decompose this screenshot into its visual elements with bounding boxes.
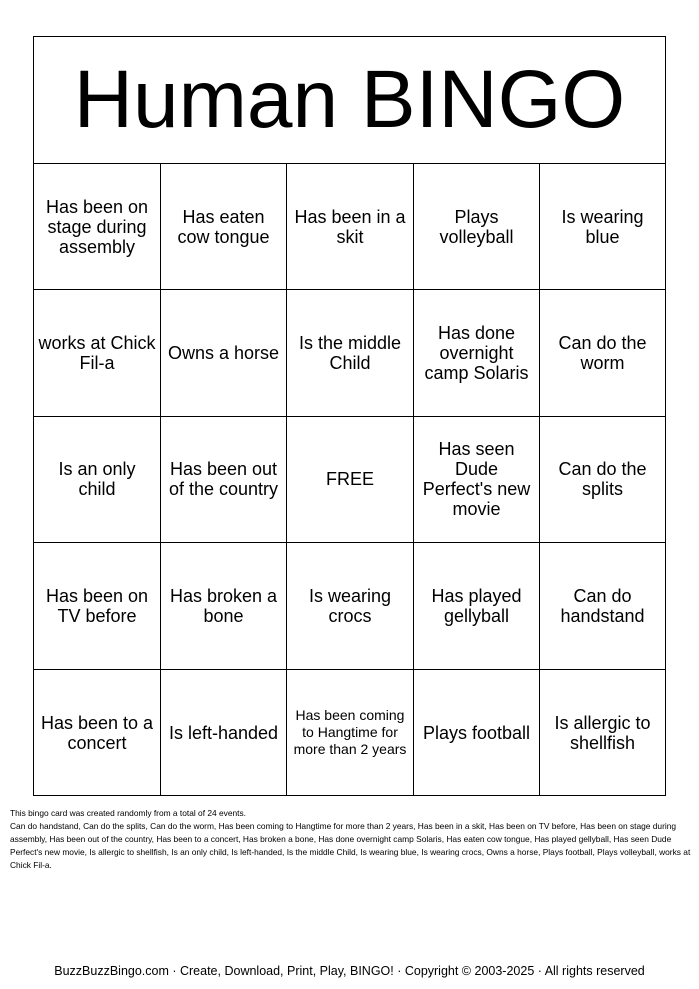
bingo-cell: Plays volleyball	[414, 164, 540, 290]
bingo-cell: Plays football	[414, 670, 540, 796]
card-notes	[10, 807, 694, 872]
bingo-cell: Is allergic to shellfish	[554, 712, 651, 753]
bingo-card	[33, 36, 666, 796]
bingo-cell: Has been coming to Hangtime for more than 2 years	[287, 670, 414, 796]
bingo-cell: Has eaten cow tongue	[161, 164, 287, 290]
free-space-cell: FREE	[287, 417, 414, 543]
bingo-cell: Can do the splits	[540, 417, 665, 543]
bingo-cell: Is wearing blue	[540, 164, 665, 290]
bingo-cell: Is wearing crocs	[287, 543, 414, 669]
bingo-cell: works at Chick Fil-a	[34, 290, 161, 416]
bingo-cell: Has been on TV before	[34, 543, 161, 669]
card-notes-event-list: Can do handstand, Can do the splits, Can do the worm, Has been coming to Hangtime for more than 2 years, Has been in a skit, Has been on TV before, Has been on stage during assembly, Has been out of the country, Has been to a concert, Has broken a bone, Has done overnight camp Solaris, Has eaten cow tongue, Has played gellyball, Has seen Dude Perfect's new movie, Is allergic to shellfish, Is an only child, Is left-handed, Is the middle Child, Is wearing blue, Is wearing crocs, Owns a horse, Plays football, Plays volleyball, works at Chick Fil-a.	[10, 821, 691, 870]
bingo-cell: Has broken a bone	[161, 543, 287, 669]
bingo-cell: Has seen Dude Perfect's new movie	[414, 417, 540, 543]
bingo-grid	[34, 164, 665, 796]
bingo-cell: Is left-handed	[161, 670, 287, 796]
bingo-cell: Has been in a skit	[287, 164, 414, 290]
bingo-cell: Has done overnight camp Solaris	[414, 290, 540, 416]
bingo-cell: Has played gellyball	[414, 543, 540, 669]
bingo-cell: Has been out of the country	[161, 417, 287, 543]
bingo-cell: Has been on stage during assembly	[34, 164, 161, 290]
bingo-cell: Has been to a concert	[34, 670, 161, 796]
card-notes-summary: This bingo card was created randomly from a total of 24 events.	[10, 808, 247, 818]
site-footer: BuzzBuzzBingo.com · Create, Download, Print, Play, BINGO! · Copyright © 2003-2025 · All rights reserved	[54, 964, 645, 978]
card-title: Human BINGO	[34, 37, 665, 164]
bingo-cell: Is the middle Child	[287, 290, 414, 416]
bingo-cell: Can do the worm	[540, 290, 665, 416]
bingo-cell: Can do handstand	[540, 543, 665, 669]
bingo-cell: Owns a horse	[161, 290, 287, 416]
bingo-cell: Is an only child	[34, 417, 161, 543]
